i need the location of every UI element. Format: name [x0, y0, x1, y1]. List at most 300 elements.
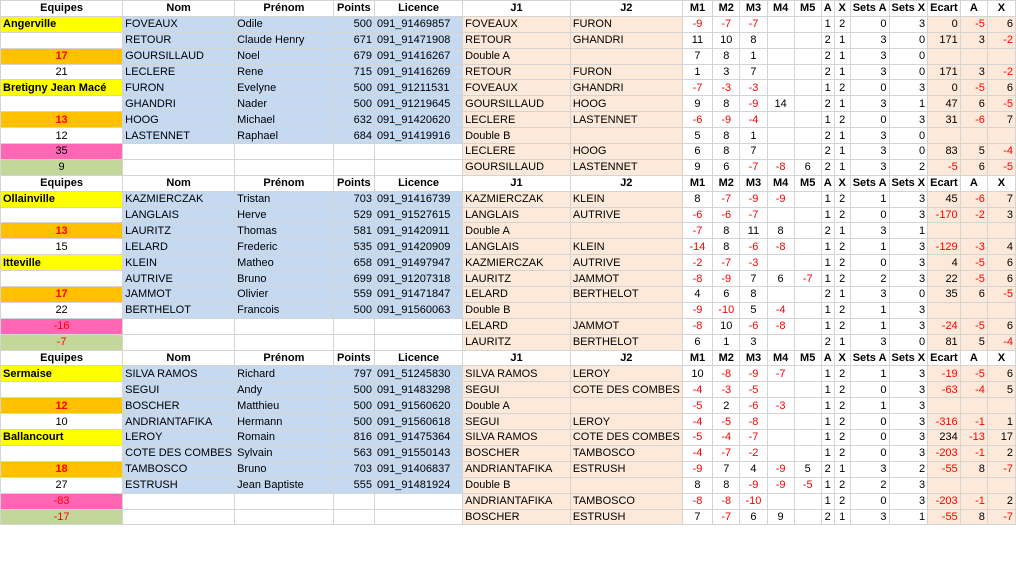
ecart-a-cell[interactable]: -3: [960, 239, 987, 255]
sets-x-cell[interactable]: 0: [889, 64, 928, 80]
player-firstname-cell[interactable]: Thomas: [235, 223, 334, 239]
set-score-cell[interactable]: [767, 287, 794, 303]
match-j1-cell[interactable]: Double B: [463, 128, 571, 144]
set-score-cell[interactable]: 7: [740, 144, 767, 160]
result-a-cell[interactable]: 1: [821, 16, 834, 32]
set-score-cell[interactable]: [794, 334, 821, 350]
ecart-a-cell[interactable]: -6: [960, 112, 987, 128]
set-score-cell[interactable]: [794, 430, 821, 446]
column-header[interactable]: Sets X: [889, 1, 928, 17]
player-licence-cell[interactable]: 091_91471908: [374, 32, 462, 48]
sets-a-cell[interactable]: 0: [850, 430, 889, 446]
match-j2-cell[interactable]: FURON: [570, 16, 682, 32]
sets-a-cell[interactable]: 1: [850, 239, 889, 255]
column-header[interactable]: M3: [740, 350, 767, 366]
sets-x-cell[interactable]: 3: [889, 255, 928, 271]
set-score-cell[interactable]: -9: [740, 477, 767, 493]
match-j1-cell[interactable]: LECLERE: [463, 112, 571, 128]
ecart-cell[interactable]: -19: [928, 366, 961, 382]
sets-a-cell[interactable]: 0: [850, 112, 889, 128]
player-licence-cell[interactable]: 091_91207318: [374, 271, 462, 287]
set-score-cell[interactable]: -3: [713, 382, 740, 398]
column-header[interactable]: Sets A: [850, 175, 889, 191]
match-j2-cell[interactable]: LEROY: [570, 414, 682, 430]
match-j1-cell[interactable]: LELARD: [463, 287, 571, 303]
ecart-cell[interactable]: -55: [928, 509, 961, 525]
result-a-cell[interactable]: 2: [821, 32, 834, 48]
set-score-cell[interactable]: -7: [713, 16, 740, 32]
set-score-cell[interactable]: [767, 493, 794, 509]
set-score-cell[interactable]: -14: [682, 239, 712, 255]
player-firstname-cell[interactable]: Richard: [235, 366, 334, 382]
player-points-cell[interactable]: 535: [333, 239, 374, 255]
ecart-x-cell[interactable]: [987, 477, 1015, 493]
ecart-x-cell[interactable]: -5: [987, 96, 1015, 112]
set-score-cell[interactable]: -7: [794, 271, 821, 287]
ecart-a-cell[interactable]: 8: [960, 461, 987, 477]
set-score-cell[interactable]: -5: [794, 477, 821, 493]
player-licence-cell[interactable]: 091_91471847: [374, 287, 462, 303]
column-header[interactable]: A: [960, 1, 987, 17]
set-score-cell[interactable]: 4: [682, 287, 712, 303]
set-score-cell[interactable]: [767, 445, 794, 461]
set-score-cell[interactable]: 10: [713, 318, 740, 334]
player-licence-cell[interactable]: 091_91420911: [374, 223, 462, 239]
match-j2-cell[interactable]: [570, 223, 682, 239]
set-score-cell[interactable]: [794, 239, 821, 255]
column-header[interactable]: Sets X: [889, 175, 928, 191]
player-name-cell[interactable]: GOURSILLAUD: [123, 48, 235, 64]
column-header[interactable]: Points: [333, 1, 374, 17]
player-firstname-cell[interactable]: Tristan: [235, 191, 334, 207]
set-score-cell[interactable]: 8: [682, 191, 712, 207]
team-cell[interactable]: -17: [1, 509, 123, 525]
sets-x-cell[interactable]: 3: [889, 191, 928, 207]
sets-x-cell[interactable]: 3: [889, 398, 928, 414]
sets-x-cell[interactable]: 0: [889, 334, 928, 350]
ecart-a-cell[interactable]: -1: [960, 414, 987, 430]
empty-cell[interactable]: [235, 493, 334, 509]
player-points-cell[interactable]: 500: [333, 80, 374, 96]
ecart-a-cell[interactable]: 5: [960, 144, 987, 160]
sets-a-cell[interactable]: 3: [850, 128, 889, 144]
player-licence-cell[interactable]: 091_91211531: [374, 80, 462, 96]
set-score-cell[interactable]: -8: [767, 159, 794, 175]
column-header[interactable]: Licence: [374, 350, 462, 366]
result-x-cell[interactable]: 2: [834, 80, 850, 96]
player-firstname-cell[interactable]: Jean Baptiste: [235, 477, 334, 493]
column-header[interactable]: A: [960, 350, 987, 366]
set-score-cell[interactable]: [767, 128, 794, 144]
set-score-cell[interactable]: -9: [767, 191, 794, 207]
set-score-cell[interactable]: [767, 64, 794, 80]
set-score-cell[interactable]: 4: [740, 461, 767, 477]
sets-a-cell[interactable]: 0: [850, 255, 889, 271]
player-firstname-cell[interactable]: Herve: [235, 207, 334, 223]
team-cell[interactable]: 17: [1, 48, 123, 64]
player-points-cell[interactable]: 500: [333, 414, 374, 430]
sets-a-cell[interactable]: 3: [850, 96, 889, 112]
set-score-cell[interactable]: [794, 255, 821, 271]
column-header[interactable]: M1: [682, 175, 712, 191]
result-a-cell[interactable]: 1: [821, 239, 834, 255]
set-score-cell[interactable]: 6: [713, 159, 740, 175]
set-score-cell[interactable]: 9: [682, 159, 712, 175]
player-points-cell[interactable]: 500: [333, 398, 374, 414]
sets-x-cell[interactable]: 3: [889, 318, 928, 334]
match-j1-cell[interactable]: Double A: [463, 48, 571, 64]
column-header[interactable]: Nom: [123, 175, 235, 191]
match-j1-cell[interactable]: KAZMIERCZAK: [463, 191, 571, 207]
result-a-cell[interactable]: 1: [821, 477, 834, 493]
set-score-cell[interactable]: 5: [794, 461, 821, 477]
set-score-cell[interactable]: -3: [740, 80, 767, 96]
team-cell[interactable]: [1, 382, 123, 398]
empty-cell[interactable]: [333, 159, 374, 175]
sets-a-cell[interactable]: 3: [850, 64, 889, 80]
ecart-x-cell[interactable]: 6: [987, 366, 1015, 382]
match-j1-cell[interactable]: BOSCHER: [463, 509, 571, 525]
set-score-cell[interactable]: -4: [682, 414, 712, 430]
player-licence-cell[interactable]: 091_91420620: [374, 112, 462, 128]
set-score-cell[interactable]: [794, 287, 821, 303]
set-score-cell[interactable]: [794, 366, 821, 382]
column-header[interactable]: M4: [767, 350, 794, 366]
set-score-cell[interactable]: [794, 128, 821, 144]
column-header[interactable]: J2: [570, 1, 682, 17]
empty-cell[interactable]: [374, 493, 462, 509]
column-header[interactable]: Sets A: [850, 1, 889, 17]
player-name-cell[interactable]: RETOUR: [123, 32, 235, 48]
ecart-cell[interactable]: [928, 48, 961, 64]
team-cell[interactable]: 21: [1, 64, 123, 80]
match-j2-cell[interactable]: LASTENNET: [570, 112, 682, 128]
result-x-cell[interactable]: 1: [834, 32, 850, 48]
set-score-cell[interactable]: 7: [682, 509, 712, 525]
ecart-a-cell[interactable]: -2: [960, 207, 987, 223]
set-score-cell[interactable]: -6: [740, 398, 767, 414]
empty-cell[interactable]: [123, 493, 235, 509]
ecart-x-cell[interactable]: -4: [987, 144, 1015, 160]
ecart-a-cell[interactable]: -5: [960, 80, 987, 96]
column-header[interactable]: Sets A: [850, 350, 889, 366]
player-name-cell[interactable]: AUTRIVE: [123, 271, 235, 287]
result-a-cell[interactable]: 2: [821, 128, 834, 144]
result-x-cell[interactable]: 1: [834, 48, 850, 64]
player-licence-cell[interactable]: 091_91481924: [374, 477, 462, 493]
set-score-cell[interactable]: 8: [713, 96, 740, 112]
ecart-cell[interactable]: [928, 398, 961, 414]
team-cell[interactable]: Sermaise: [1, 366, 123, 382]
sets-a-cell[interactable]: 3: [850, 461, 889, 477]
set-score-cell[interactable]: -4: [682, 382, 712, 398]
match-j1-cell[interactable]: FOVEAUX: [463, 16, 571, 32]
set-score-cell[interactable]: 8: [767, 223, 794, 239]
player-points-cell[interactable]: 699: [333, 271, 374, 287]
match-j2-cell[interactable]: JAMMOT: [570, 318, 682, 334]
match-j2-cell[interactable]: GHANDRI: [570, 80, 682, 96]
team-cell[interactable]: Angerville: [1, 16, 123, 32]
result-x-cell[interactable]: 2: [834, 271, 850, 287]
player-points-cell[interactable]: 703: [333, 191, 374, 207]
set-score-cell[interactable]: 7: [682, 48, 712, 64]
ecart-cell[interactable]: 234: [928, 430, 961, 446]
column-header[interactable]: X: [834, 350, 850, 366]
player-licence-cell[interactable]: 091_91469857: [374, 16, 462, 32]
team-cell[interactable]: [1, 207, 123, 223]
ecart-cell[interactable]: -5: [928, 159, 961, 175]
column-header[interactable]: X: [834, 1, 850, 17]
column-header[interactable]: M3: [740, 1, 767, 17]
sets-x-cell[interactable]: 0: [889, 48, 928, 64]
player-points-cell[interactable]: 797: [333, 366, 374, 382]
set-score-cell[interactable]: -7: [713, 191, 740, 207]
set-score-cell[interactable]: [767, 430, 794, 446]
set-score-cell[interactable]: -4: [682, 445, 712, 461]
ecart-x-cell[interactable]: -2: [987, 64, 1015, 80]
ecart-x-cell[interactable]: 6: [987, 318, 1015, 334]
match-j2-cell[interactable]: [570, 128, 682, 144]
player-points-cell[interactable]: 632: [333, 112, 374, 128]
column-header[interactable]: Equipes: [1, 175, 123, 191]
set-score-cell[interactable]: 8: [682, 477, 712, 493]
column-header[interactable]: J1: [463, 350, 571, 366]
player-points-cell[interactable]: 500: [333, 302, 374, 318]
set-score-cell[interactable]: 3: [713, 64, 740, 80]
player-firstname-cell[interactable]: Francois: [235, 302, 334, 318]
match-j2-cell[interactable]: COTE DES COMBES: [570, 430, 682, 446]
player-points-cell[interactable]: 555: [333, 477, 374, 493]
set-score-cell[interactable]: -4: [740, 112, 767, 128]
match-j2-cell[interactable]: [570, 48, 682, 64]
player-name-cell[interactable]: LELARD: [123, 239, 235, 255]
player-firstname-cell[interactable]: Odile: [235, 16, 334, 32]
set-score-cell[interactable]: -3: [713, 80, 740, 96]
result-a-cell[interactable]: 2: [821, 48, 834, 64]
player-name-cell[interactable]: KAZMIERCZAK: [123, 191, 235, 207]
ecart-cell[interactable]: 0: [928, 80, 961, 96]
ecart-x-cell[interactable]: [987, 128, 1015, 144]
set-score-cell[interactable]: 5: [682, 128, 712, 144]
result-a-cell[interactable]: 1: [821, 255, 834, 271]
empty-cell[interactable]: [123, 318, 235, 334]
set-score-cell[interactable]: [794, 96, 821, 112]
player-points-cell[interactable]: 500: [333, 16, 374, 32]
set-score-cell[interactable]: -9: [767, 477, 794, 493]
set-score-cell[interactable]: 7: [740, 271, 767, 287]
sets-a-cell[interactable]: 3: [850, 287, 889, 303]
sets-a-cell[interactable]: 1: [850, 366, 889, 382]
match-j2-cell[interactable]: COTE DES COMBES: [570, 382, 682, 398]
team-cell[interactable]: 35: [1, 144, 123, 160]
set-score-cell[interactable]: -9: [713, 271, 740, 287]
ecart-cell[interactable]: [928, 477, 961, 493]
ecart-cell[interactable]: 83: [928, 144, 961, 160]
set-score-cell[interactable]: 8: [740, 287, 767, 303]
result-x-cell[interactable]: 1: [834, 159, 850, 175]
set-score-cell[interactable]: 3: [740, 334, 767, 350]
sets-a-cell[interactable]: 1: [850, 302, 889, 318]
set-score-cell[interactable]: -7: [713, 255, 740, 271]
set-score-cell[interactable]: [767, 16, 794, 32]
set-score-cell[interactable]: -8: [713, 493, 740, 509]
result-a-cell[interactable]: 2: [821, 223, 834, 239]
set-score-cell[interactable]: [794, 64, 821, 80]
column-header[interactable]: Ecart: [928, 350, 961, 366]
player-firstname-cell[interactable]: Rene: [235, 64, 334, 80]
column-header[interactable]: Nom: [123, 1, 235, 17]
set-score-cell[interactable]: 6: [713, 287, 740, 303]
set-score-cell[interactable]: -7: [740, 159, 767, 175]
result-a-cell[interactable]: 1: [821, 382, 834, 398]
match-j2-cell[interactable]: LEROY: [570, 366, 682, 382]
set-score-cell[interactable]: [794, 191, 821, 207]
column-header[interactable]: Prénom: [235, 1, 334, 17]
match-j2-cell[interactable]: AUTRIVE: [570, 207, 682, 223]
player-name-cell[interactable]: COTE DES COMBES: [123, 445, 235, 461]
player-name-cell[interactable]: GHANDRI: [123, 96, 235, 112]
ecart-a-cell[interactable]: [960, 223, 987, 239]
column-header[interactable]: Prénom: [235, 175, 334, 191]
set-score-cell[interactable]: -7: [713, 445, 740, 461]
match-j1-cell[interactable]: Double A: [463, 223, 571, 239]
sets-x-cell[interactable]: 2: [889, 159, 928, 175]
column-header[interactable]: Nom: [123, 350, 235, 366]
sets-x-cell[interactable]: 3: [889, 445, 928, 461]
ecart-x-cell[interactable]: 17: [987, 430, 1015, 446]
ecart-cell[interactable]: 0: [928, 16, 961, 32]
match-j1-cell[interactable]: LAURITZ: [463, 271, 571, 287]
set-score-cell[interactable]: -9: [682, 302, 712, 318]
match-j2-cell[interactable]: ESTRUSH: [570, 509, 682, 525]
result-x-cell[interactable]: 2: [834, 477, 850, 493]
set-score-cell[interactable]: [794, 112, 821, 128]
match-j2-cell[interactable]: BERTHELOT: [570, 287, 682, 303]
ecart-a-cell[interactable]: -5: [960, 318, 987, 334]
result-x-cell[interactable]: 2: [834, 430, 850, 446]
player-name-cell[interactable]: SILVA RAMOS: [123, 366, 235, 382]
match-j1-cell[interactable]: Double B: [463, 302, 571, 318]
player-points-cell[interactable]: 529: [333, 207, 374, 223]
ecart-cell[interactable]: 45: [928, 191, 961, 207]
result-x-cell[interactable]: 1: [834, 334, 850, 350]
match-j2-cell[interactable]: KLEIN: [570, 239, 682, 255]
match-j2-cell[interactable]: TAMBOSCO: [570, 445, 682, 461]
ecart-cell[interactable]: 35: [928, 287, 961, 303]
set-score-cell[interactable]: 7: [740, 64, 767, 80]
result-x-cell[interactable]: 1: [834, 287, 850, 303]
match-j1-cell[interactable]: BOSCHER: [463, 445, 571, 461]
ecart-cell[interactable]: -203: [928, 445, 961, 461]
result-a-cell[interactable]: 2: [821, 144, 834, 160]
sets-x-cell[interactable]: 1: [889, 96, 928, 112]
set-score-cell[interactable]: -7: [740, 207, 767, 223]
column-header[interactable]: Prénom: [235, 350, 334, 366]
ecart-x-cell[interactable]: 2: [987, 493, 1015, 509]
result-a-cell[interactable]: 1: [821, 414, 834, 430]
team-cell[interactable]: 22: [1, 302, 123, 318]
player-firstname-cell[interactable]: Noel: [235, 48, 334, 64]
empty-cell[interactable]: [333, 493, 374, 509]
match-j1-cell[interactable]: LAURITZ: [463, 334, 571, 350]
set-score-cell[interactable]: -8: [740, 414, 767, 430]
match-j2-cell[interactable]: TAMBOSCO: [570, 493, 682, 509]
ecart-a-cell[interactable]: [960, 398, 987, 414]
result-x-cell[interactable]: 2: [834, 318, 850, 334]
match-j2-cell[interactable]: [570, 477, 682, 493]
match-j2-cell[interactable]: ESTRUSH: [570, 461, 682, 477]
result-x-cell[interactable]: 2: [834, 255, 850, 271]
empty-cell[interactable]: [374, 509, 462, 525]
ecart-x-cell[interactable]: -7: [987, 461, 1015, 477]
sets-a-cell[interactable]: 3: [850, 159, 889, 175]
result-a-cell[interactable]: 1: [821, 445, 834, 461]
match-j1-cell[interactable]: SILVA RAMOS: [463, 366, 571, 382]
match-j2-cell[interactable]: BERTHELOT: [570, 334, 682, 350]
set-score-cell[interactable]: [794, 382, 821, 398]
column-header[interactable]: A: [821, 175, 834, 191]
player-points-cell[interactable]: 816: [333, 430, 374, 446]
set-score-cell[interactable]: -3: [767, 398, 794, 414]
set-score-cell[interactable]: [794, 302, 821, 318]
result-a-cell[interactable]: 1: [821, 366, 834, 382]
column-header[interactable]: M1: [682, 350, 712, 366]
match-j2-cell[interactable]: AUTRIVE: [570, 255, 682, 271]
ecart-a-cell[interactable]: [960, 48, 987, 64]
sets-x-cell[interactable]: 3: [889, 112, 928, 128]
ecart-a-cell[interactable]: 6: [960, 159, 987, 175]
sets-x-cell[interactable]: 3: [889, 271, 928, 287]
match-j1-cell[interactable]: Double B: [463, 477, 571, 493]
ecart-a-cell[interactable]: [960, 302, 987, 318]
player-licence-cell[interactable]: 091_91219645: [374, 96, 462, 112]
player-licence-cell[interactable]: 091_91527615: [374, 207, 462, 223]
ecart-x-cell[interactable]: -5: [987, 287, 1015, 303]
player-firstname-cell[interactable]: Hermann: [235, 414, 334, 430]
team-cell[interactable]: [1, 32, 123, 48]
sets-a-cell[interactable]: 1: [850, 191, 889, 207]
sets-a-cell[interactable]: 0: [850, 493, 889, 509]
match-j1-cell[interactable]: LECLERE: [463, 144, 571, 160]
empty-cell[interactable]: [374, 318, 462, 334]
result-a-cell[interactable]: 2: [821, 461, 834, 477]
result-a-cell[interactable]: 1: [821, 191, 834, 207]
set-score-cell[interactable]: [767, 80, 794, 96]
column-header[interactable]: Points: [333, 350, 374, 366]
ecart-cell[interactable]: [928, 128, 961, 144]
player-name-cell[interactable]: TAMBOSCO: [123, 461, 235, 477]
ecart-x-cell[interactable]: 6: [987, 16, 1015, 32]
ecart-cell[interactable]: -170: [928, 207, 961, 223]
sets-a-cell[interactable]: 3: [850, 48, 889, 64]
player-licence-cell[interactable]: 091_91416739: [374, 191, 462, 207]
ecart-x-cell[interactable]: 1: [987, 414, 1015, 430]
result-x-cell[interactable]: 2: [834, 191, 850, 207]
empty-cell[interactable]: [123, 159, 235, 175]
sets-a-cell[interactable]: 3: [850, 144, 889, 160]
player-points-cell[interactable]: 684: [333, 128, 374, 144]
result-a-cell[interactable]: 1: [821, 302, 834, 318]
result-a-cell[interactable]: 1: [821, 430, 834, 446]
result-a-cell[interactable]: 2: [821, 159, 834, 175]
team-cell[interactable]: Ollainville: [1, 191, 123, 207]
match-j1-cell[interactable]: ANDRIANTAFIKA: [463, 493, 571, 509]
ecart-x-cell[interactable]: 5: [987, 382, 1015, 398]
set-score-cell[interactable]: 1: [713, 334, 740, 350]
team-cell[interactable]: Itteville: [1, 255, 123, 271]
team-cell[interactable]: 17: [1, 287, 123, 303]
ecart-cell[interactable]: 22: [928, 271, 961, 287]
